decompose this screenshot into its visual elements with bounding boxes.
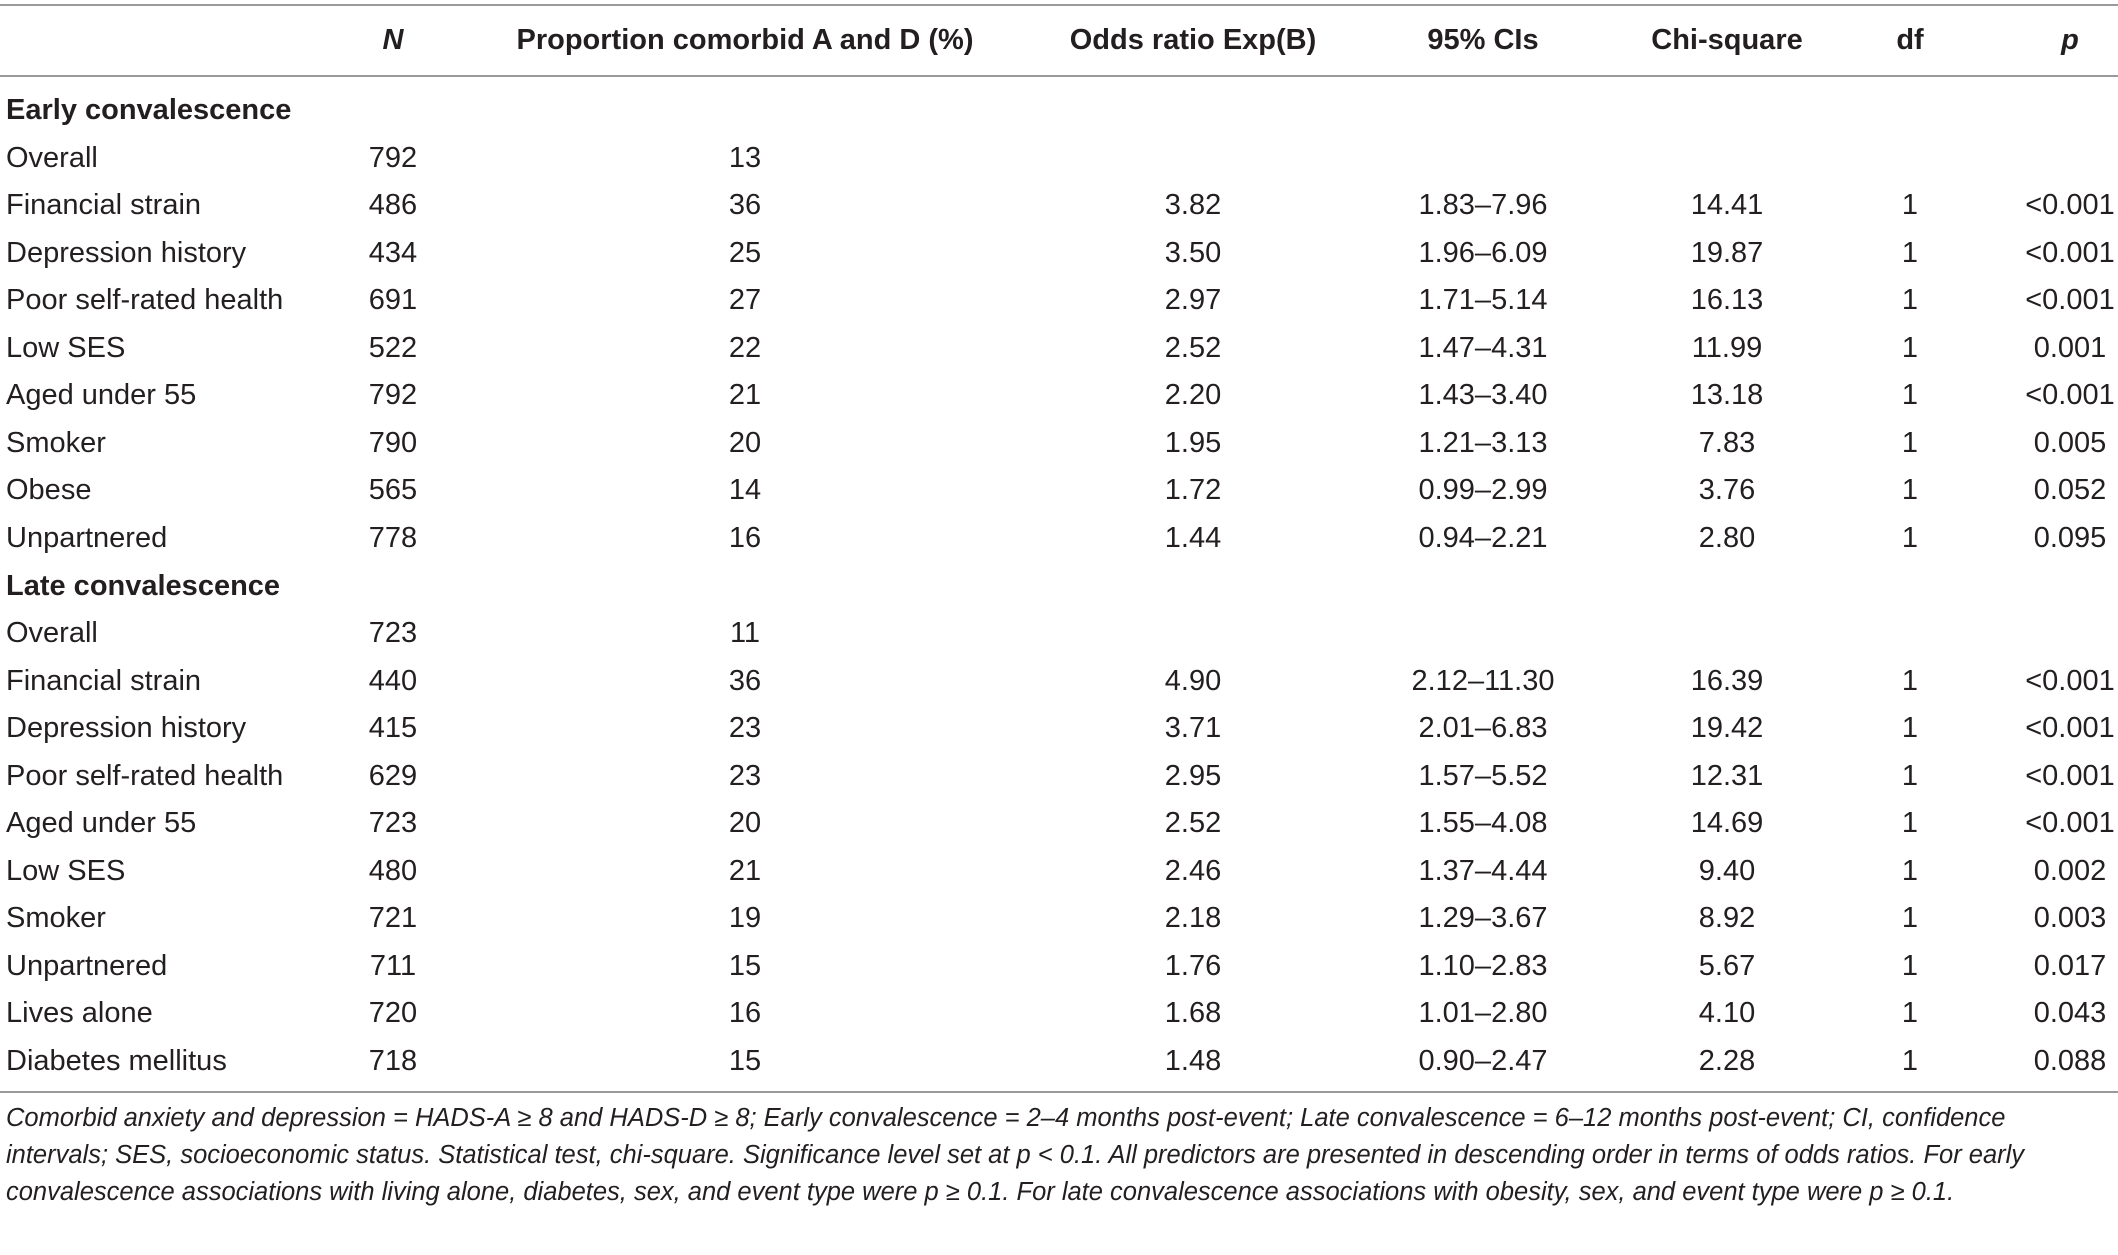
section-label: Early convalescence xyxy=(6,94,292,126)
table-row: Poor self-rated health 691 27 2.97 1.71–5.14 16.13 1 <0.001 xyxy=(0,277,2118,324)
row-label: Diabetes mellitus xyxy=(6,1045,227,1077)
table-row: Smoker 790 20 1.95 1.21–3.13 7.83 1 0.005 xyxy=(0,420,2118,467)
section-header-row xyxy=(0,563,2118,610)
row-label: Smoker xyxy=(6,426,106,459)
table-row: Depression history 434 25 3.50 1.96–6.09 19.87 1 <0.001 xyxy=(0,230,2118,277)
section-label: Late convalescence xyxy=(6,569,281,602)
table-row: Diabetes mellitus 718 15 1.48 0.90–2.47 2.28 1 0.088 xyxy=(0,1038,2118,1085)
table-row: Overall 723 11 xyxy=(0,610,2118,657)
row-label: Obese xyxy=(6,474,92,507)
table-row: Lives alone 720 16 1.68 1.01–2.80 4.10 1 0.043 xyxy=(0,990,2118,1037)
row-label: Low SES xyxy=(6,331,126,364)
row-label: Financial strain xyxy=(6,664,202,697)
row-label: Overall xyxy=(6,617,98,650)
row-label: Financial strain xyxy=(6,189,202,222)
table-row: Low SES 522 22 2.52 1.47–4.31 11.99 1 0.001 xyxy=(0,325,2118,372)
table-row: Poor self-rated health 629 23 2.95 1.57–5.52 12.31 1 <0.001 xyxy=(0,753,2118,800)
table-row: Aged under 55 723 20 2.52 1.55–4.08 14.69 1 <0.001 xyxy=(0,800,2118,847)
row-label: Unpartnered xyxy=(6,521,168,554)
table-row: Overall 792 13 xyxy=(0,135,2118,182)
row-label: Unpartnered xyxy=(6,949,168,982)
section-header-row xyxy=(0,87,2118,134)
table-row: Smoker 721 19 2.18 1.29–3.67 8.92 1 0.003 xyxy=(0,895,2118,942)
table-row: Aged under 55 792 21 2.20 1.43–3.40 13.18 1 <0.001 xyxy=(0,372,2118,419)
table-header-row: N Proportion comorbid A and D (%) Odds ratio Exp(B) 95% CIs Chi-square df p xyxy=(382,24,2079,56)
table-footnote: Comorbid anxiety and depression = HADS-A ≥ 8 and HADS-D ≥ 8; Early convalescence = 2–4 months post-event; Late convalescence = 6–12 months post-event; CI, confidence intervals; SES, socioeconomic status. Statistical test, chi-square. Significance level set at p < 0.1. All predictors are presented in descending order in terms of odds ratios. For early convalescence associations with living alone, diabetes, sex, and event type were p ≥ 0.1. For late convalescence associations with obesity, sex, and event type were p ≥ 0.1. xyxy=(6,1104,2025,1206)
table-row: Depression history 415 23 3.71 2.01–6.83 19.42 1 <0.001 xyxy=(0,705,2118,752)
row-label: Aged under 55 xyxy=(6,379,197,412)
table-row: Financial strain 440 36 4.90 2.12–11.30 16.39 1 <0.001 xyxy=(0,658,2118,705)
row-label: Poor self-rated health xyxy=(6,284,284,317)
table-row: Low SES 480 21 2.46 1.37–4.44 9.40 1 0.002 xyxy=(0,848,2118,895)
table-top-rule xyxy=(0,4,2118,6)
row-label: Poor self-rated health xyxy=(6,759,284,792)
row-label: Low SES xyxy=(6,854,126,887)
row-label: Overall xyxy=(6,141,98,174)
row-label: Depression history xyxy=(6,236,247,269)
table-row: Unpartnered 711 15 1.76 1.10–2.83 5.67 1 0.017 xyxy=(0,943,2118,990)
table-row: Obese 565 14 1.72 0.99–2.99 3.76 1 0.052 xyxy=(0,467,2118,514)
table-bottom-rule xyxy=(0,1091,2118,1093)
table-row: Financial strain 486 36 3.82 1.83–7.96 14.41 1 <0.001 xyxy=(0,182,2118,229)
row-label: Lives alone xyxy=(6,997,153,1030)
header-bottom-rule xyxy=(0,75,2118,77)
row-label: Depression history xyxy=(6,712,247,745)
row-label: Aged under 55 xyxy=(6,807,197,840)
row-label: Smoker xyxy=(6,902,106,935)
table-row: Unpartnered 778 16 1.44 0.94–2.21 2.80 1 0.095 xyxy=(0,515,2118,562)
